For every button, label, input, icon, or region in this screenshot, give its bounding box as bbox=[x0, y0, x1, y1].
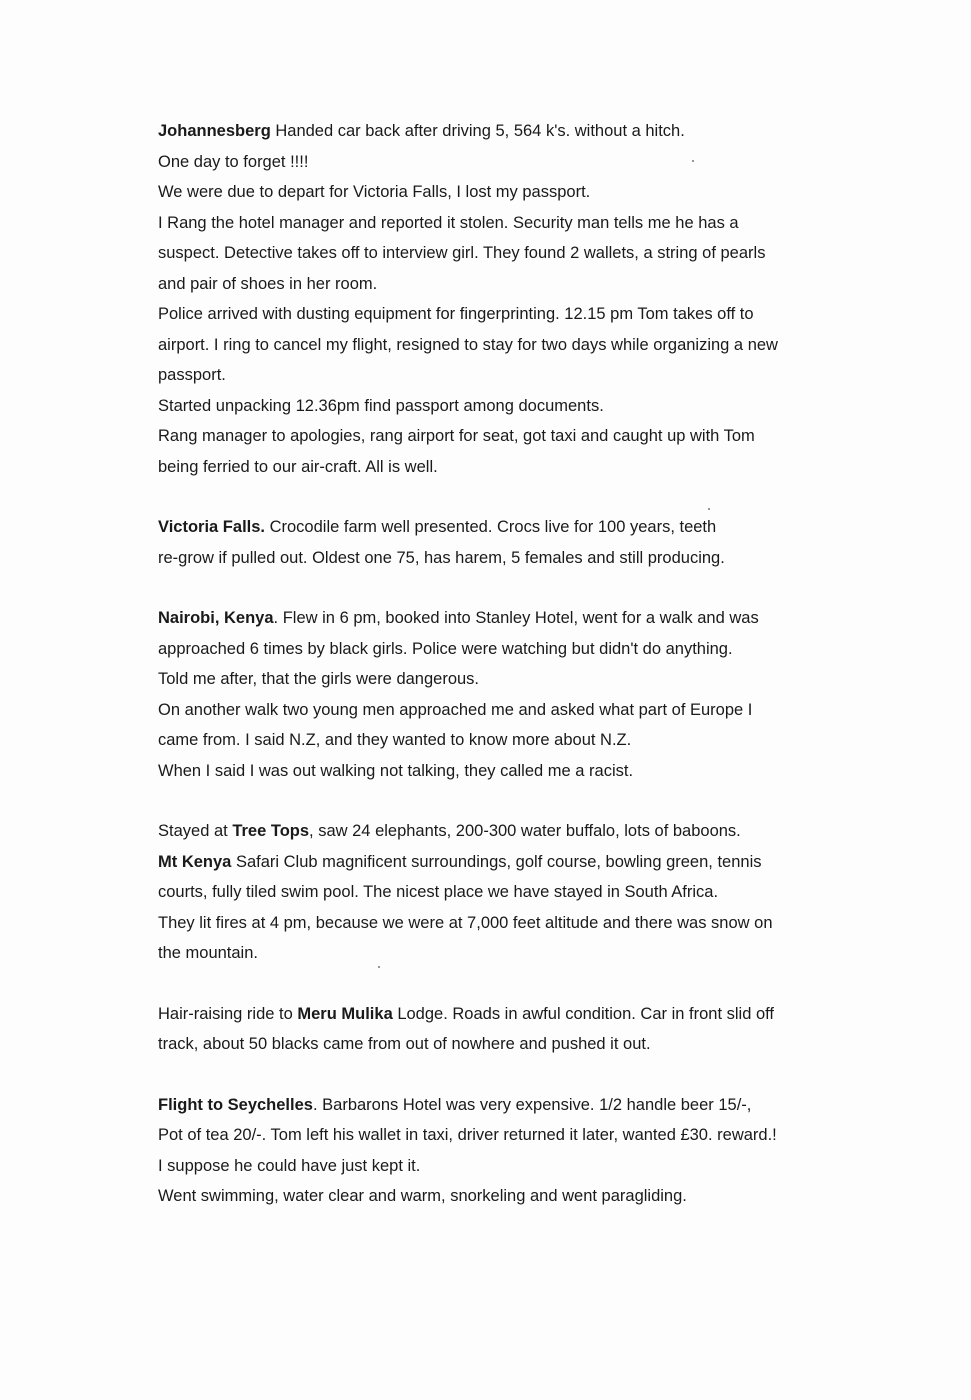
text-line bbox=[158, 756, 878, 787]
paragraph-gap bbox=[158, 969, 878, 999]
text-line bbox=[158, 238, 878, 269]
line-text: . Flew in 6 pm, booked into Stanley Hotel, went for a walk and was bbox=[273, 609, 759, 627]
text-line bbox=[158, 725, 878, 756]
line-text: suspect. Detective takes off to interview girl. They found 2 wallets, a string of pearls bbox=[158, 244, 766, 262]
section-nairobi bbox=[158, 603, 878, 786]
place-heading: Flight to Seychelles bbox=[158, 1095, 313, 1114]
line-text: being ferried to our air-craft. All is well. bbox=[158, 457, 438, 476]
line-text: When I said I was out walking not talking, they called me a racist. bbox=[158, 761, 634, 780]
text-line bbox=[158, 391, 878, 422]
place-heading: Nairobi, Kenya bbox=[158, 609, 274, 627]
line-text: On another walk two young men approached me and asked what part of Europe I bbox=[158, 700, 753, 719]
line-text: and pair of shoes in her room. bbox=[158, 274, 378, 293]
paragraph-gap bbox=[158, 573, 878, 603]
line-text: approached 6 times by black girls. Police were watching but didn't do anything. bbox=[158, 639, 733, 658]
text-line bbox=[158, 1090, 878, 1121]
text-line bbox=[158, 664, 878, 695]
text-line bbox=[158, 147, 878, 178]
text-line bbox=[158, 634, 878, 665]
line-text: Safari Club magnificent surroundings, golf course, bowling green, tennis bbox=[231, 852, 762, 871]
line-text: courts, fully tiled swim pool. The nicest place we have stayed in South Africa. bbox=[158, 883, 719, 901]
line-text: , saw 24 elephants, 200-300 water buffalo, lots of baboons. bbox=[309, 822, 741, 840]
text-line bbox=[158, 695, 878, 726]
line-text: came from. I said N.Z, and they wanted to know more about N.Z. bbox=[158, 731, 632, 749]
place-heading: Tree Tops bbox=[232, 822, 310, 840]
text-line bbox=[158, 1181, 878, 1212]
text-line bbox=[158, 269, 878, 300]
line-text: Rang manager to apologies, rang airport for seat, got taxi and caught up with Tom bbox=[158, 427, 755, 445]
line-text: Handed car back after driving 5, 564 k's. without a hitch. bbox=[270, 122, 685, 140]
document-body bbox=[158, 116, 878, 1212]
text-line bbox=[158, 330, 878, 361]
text-line bbox=[158, 299, 878, 330]
text-line bbox=[158, 847, 878, 878]
text-line bbox=[158, 421, 878, 452]
text-line bbox=[158, 177, 878, 208]
section-seychelles bbox=[158, 1090, 878, 1212]
text-line bbox=[158, 999, 878, 1030]
paragraph-gap bbox=[158, 482, 878, 512]
text-line bbox=[158, 1151, 878, 1182]
line-text: passport. bbox=[158, 366, 226, 384]
scan-speck bbox=[378, 966, 380, 968]
text-line bbox=[158, 603, 878, 634]
text-line bbox=[158, 938, 878, 969]
text-line bbox=[158, 360, 878, 391]
line-text: Went swimming, water clear and warm, snorkeling and went paragliding. bbox=[158, 1187, 687, 1205]
scan-speck bbox=[708, 508, 710, 510]
line-text: Pot of tea 20/-. Tom left his wallet in taxi, driver returned it later, wanted £30. reward.! bbox=[158, 1126, 777, 1144]
line-text: Told me after, that the girls were dangerous. bbox=[158, 670, 480, 688]
line-text: . Barbarons Hotel was very expensive. 1/2 handle beer 15/-, bbox=[312, 1095, 752, 1114]
section-tree-tops bbox=[158, 816, 878, 969]
place-heading: Victoria Falls. bbox=[158, 518, 265, 536]
place-heading: Mt Kenya bbox=[158, 852, 232, 871]
text-line bbox=[158, 1120, 878, 1151]
paragraph-gap bbox=[158, 1060, 878, 1090]
text-line bbox=[158, 208, 878, 239]
line-text: We were due to depart for Victoria Falls, I lost my passport. bbox=[158, 183, 591, 201]
line-text: I suppose he could have just kept it. bbox=[158, 1156, 421, 1175]
paragraph-gap bbox=[158, 786, 878, 816]
line-text: Police arrived with dusting equipment for fingerprinting. 12.15 pm Tom takes off to bbox=[158, 305, 754, 323]
place-heading: Meru Mulika bbox=[297, 1004, 393, 1023]
section-victoria-falls bbox=[158, 512, 878, 573]
line-text: re-grow if pulled out. Oldest one 75, has harem, 5 females and still producing. bbox=[158, 548, 725, 567]
line-text: airport. I ring to cancel my flight, resigned to stay for two days while organizing a new bbox=[158, 335, 778, 354]
line-text: the mountain. bbox=[158, 944, 258, 962]
place-heading: Johannesberg bbox=[158, 122, 271, 140]
line-text: One day to forget !!!! bbox=[158, 152, 309, 171]
line-text: I Rang the hotel manager and reported it stolen. Security man tells me he has a bbox=[158, 213, 739, 232]
text-line bbox=[158, 1029, 878, 1060]
line-text: track, about 50 blacks came from out of nowhere and pushed it out. bbox=[158, 1035, 651, 1053]
section-johannesberg bbox=[158, 116, 878, 482]
line-text: Crocodile farm well presented. Crocs live for 100 years, teeth bbox=[265, 518, 717, 536]
line-text: Started unpacking 12.36pm find passport among documents. bbox=[158, 396, 604, 415]
text-line bbox=[158, 816, 878, 847]
section-meru-mulika bbox=[158, 999, 878, 1060]
line-text: They lit fires at 4 pm, because we were at 7,000 feet altitude and there was snow on bbox=[158, 913, 773, 932]
text-line bbox=[158, 452, 878, 483]
text-line bbox=[158, 908, 878, 939]
scan-speck bbox=[692, 160, 694, 162]
line-text: Lodge. Roads in awful condition. Car in front slid off bbox=[392, 1004, 774, 1023]
text-line bbox=[158, 116, 878, 147]
text-line bbox=[158, 543, 878, 574]
text-line bbox=[158, 877, 878, 908]
line-text: Hair-raising ride to bbox=[158, 1004, 298, 1023]
line-text: Stayed at bbox=[158, 822, 233, 840]
text-line bbox=[158, 512, 878, 543]
